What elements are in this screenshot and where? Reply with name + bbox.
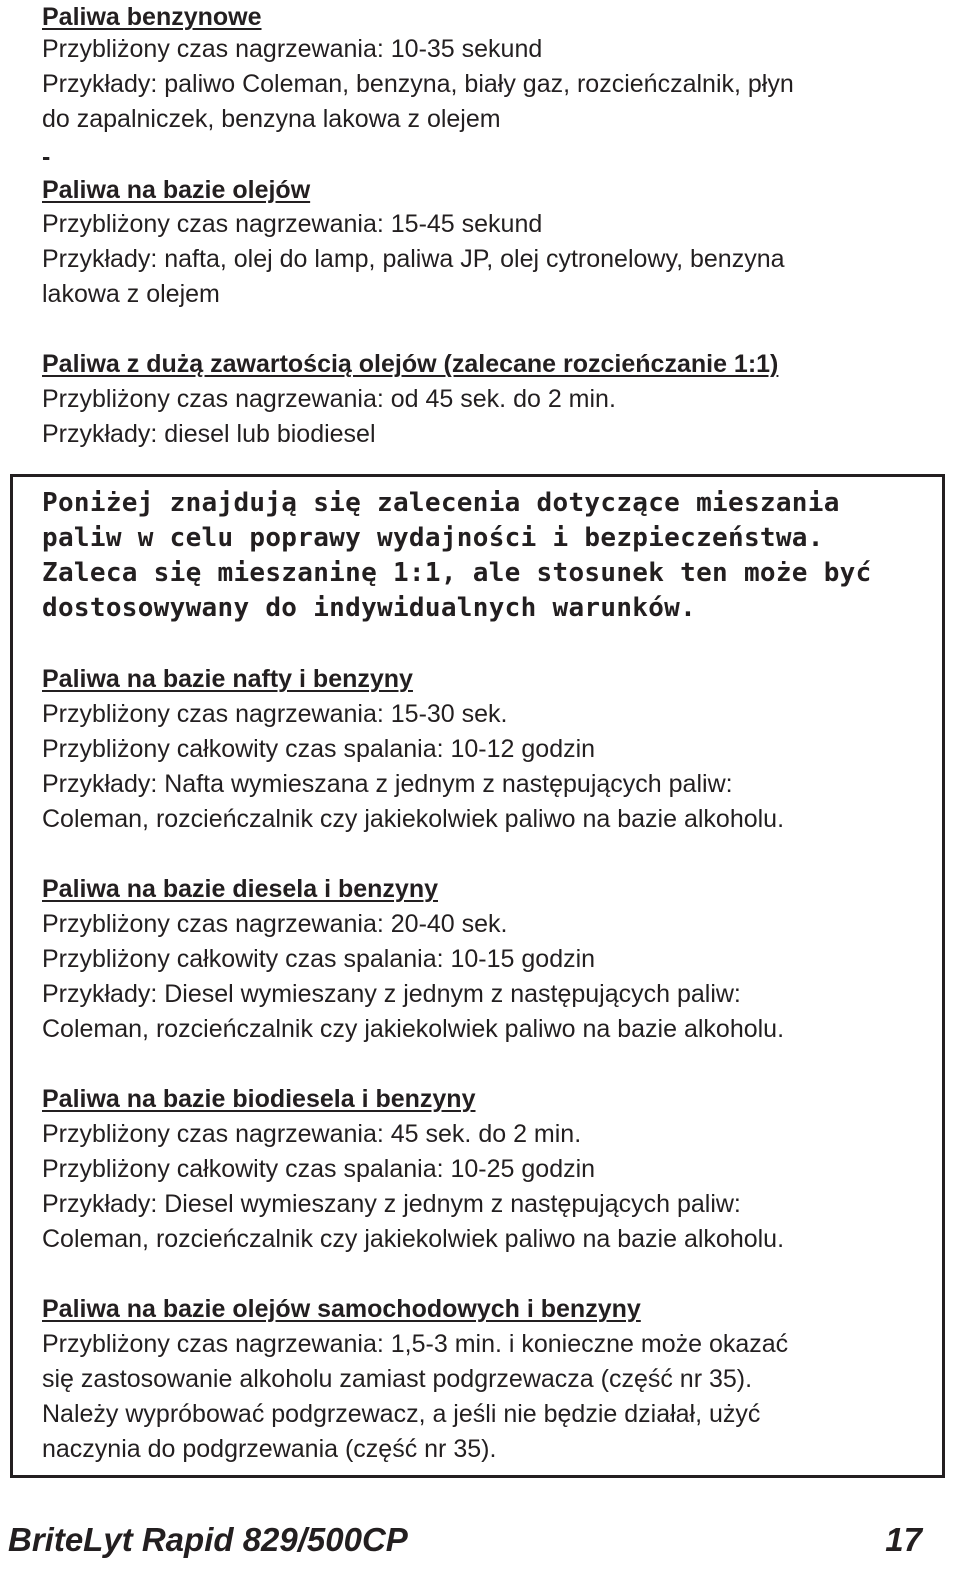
text-line: Przybliżony czas nagrzewania: 20-40 sek.	[42, 910, 508, 938]
mixing-note-line: Zaleca się mieszaninę 1:1, ale stosunek ten może być	[42, 558, 872, 588]
separator-dash: -	[42, 143, 51, 171]
text-line: Przykłady: Nafta wymieszana z jednym z następujących paliw:	[42, 770, 733, 798]
text-line: Przybliżony czas nagrzewania: 45 sek. do 2 min.	[42, 1120, 582, 1148]
text-line: Przybliżony całkowity czas spalania: 10-12 godzin	[42, 735, 596, 763]
text-line: Przybliżony czas nagrzewania: od 45 sek. do 2 min.	[42, 385, 616, 413]
mixing-note-line: Poniżej znajdują się zalecenia dotyczące mieszania	[42, 488, 840, 518]
text-line: Coleman, rozcieńczalnik czy jakiekolwiek paliwo na bazie alkoholu.	[42, 1015, 785, 1043]
text-line: lakowa z olejem	[42, 280, 220, 308]
section-heading-oil-fuels: Paliwa na bazie olejów	[42, 176, 311, 204]
text-line: Przybliżony czas nagrzewania: 10-35 sekund	[42, 35, 543, 63]
text-line: Należy wypróbować podgrzewacz, a jeśli nie będzie działał, użyć	[42, 1400, 761, 1428]
text-line: Coleman, rozcieńczalnik czy jakiekolwiek paliwo na bazie alkoholu.	[42, 805, 785, 833]
text-line: Przybliżony całkowity czas spalania: 10-25 godzin	[42, 1155, 596, 1183]
section-heading-kerosene-petrol: Paliwa na bazie nafty i benzyny	[42, 665, 413, 693]
text-line: naczynia do podgrzewania (część nr 35).	[42, 1435, 497, 1463]
mixing-note-line: dostosowywany do indywidualnych warunków.	[42, 593, 697, 623]
section-heading-petrol-fuels: Paliwa benzynowe	[42, 3, 262, 31]
section-heading-biodiesel-petrol: Paliwa na bazie biodiesela i benzyny	[42, 1085, 476, 1113]
page-number: 17	[885, 1521, 922, 1558]
text-line: Przybliżony czas nagrzewania: 1,5-3 min. i konieczne może okazać	[42, 1330, 789, 1358]
text-line: Przybliżony czas nagrzewania: 15-30 sek.	[42, 700, 508, 728]
text-line: się zastosowanie alkoholu zamiast podgrzewacza (część nr 35).	[42, 1365, 753, 1393]
text-line: Coleman, rozcieńczalnik czy jakiekolwiek paliwo na bazie alkoholu.	[42, 1225, 785, 1253]
text-line: Przykłady: nafta, olej do lamp, paliwa JP, olej cytronelowy, benzyna	[42, 245, 785, 273]
text-line: Przykłady: Diesel wymieszany z jednym z następujących paliw:	[42, 1190, 741, 1218]
text-line: Przybliżony czas nagrzewania: 15-45 sekund	[42, 210, 543, 238]
section-heading-motor-oil-petrol: Paliwa na bazie olejów samochodowych i benzyny	[42, 1295, 641, 1323]
text-line: do zapalniczek, benzyna lakowa z olejem	[42, 105, 501, 133]
text-line: Przykłady: Diesel wymieszany z jednym z następujących paliw:	[42, 980, 741, 1008]
section-heading-diesel-petrol: Paliwa na bazie diesela i benzyny	[42, 875, 438, 903]
text-line: Przykłady: paliwo Coleman, benzyna, biały gaz, rozcieńczalnik, płyn	[42, 70, 794, 98]
text-line: Przykłady: diesel lub biodiesel	[42, 420, 376, 448]
mixing-note-line: paliw w celu poprawy wydajności i bezpieczeństwa.	[42, 523, 824, 553]
text-line: Przybliżony całkowity czas spalania: 10-15 godzin	[42, 945, 596, 973]
footer-product-title: BriteLyt Rapid 829/500CP	[8, 1521, 408, 1558]
section-heading-high-oil-fuels: Paliwa z dużą zawartością olejów (zalecane rozcieńczanie 1:1)	[42, 350, 779, 378]
